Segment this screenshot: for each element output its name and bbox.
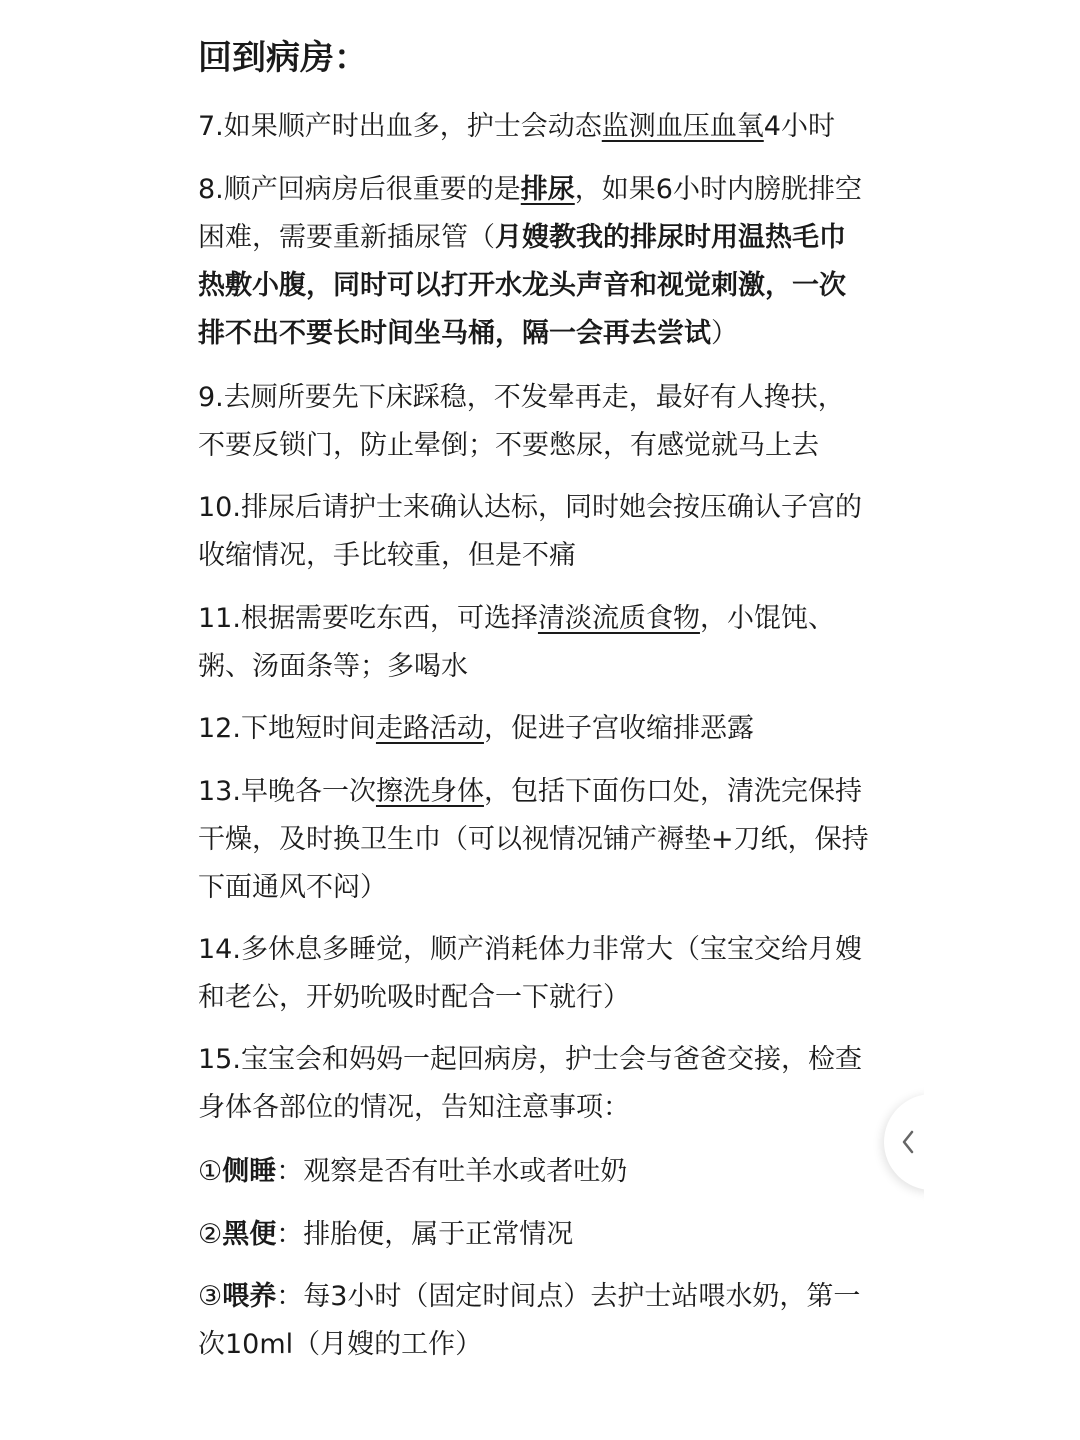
sub-item-1: ①侧睡：观察是否有吐羊水或者吐奶 [198, 1156, 628, 1187]
item-11: 11.根据需要吃东西，可选择清淡流质食物，小馄饨、 粥、汤面条等；多喝水 [198, 603, 835, 682]
chevron-left-icon [900, 1129, 916, 1155]
underline-phrase: 排尿 [520, 174, 575, 205]
item-14: 14.多休息多睡觉，顺产消耗体力非常大（宝宝交给月嫂 和老公，开奶吮吸时配合一下就行） [198, 934, 862, 1013]
sub-item-3: ③喂养：每3小时（固定时间点）去护士站喂水奶，第一 次10ml（月嫂的工作） [198, 1281, 861, 1360]
item-12: 12.下地短时间走路活动，促进子宫收缩排恶露 [198, 713, 754, 744]
item-10: 10.排尿后请护士来确认达标，同时她会按压确认子宫的 收缩情况，手比较重，但是不痛 [198, 492, 862, 571]
item-15: 15.宝宝会和妈妈一起回病房，护士会与爸爸交接，检查 身体各部位的情况，告知注意事项： [198, 1044, 862, 1123]
right-margin [924, 1080, 1080, 1210]
sub-item-2: ②黑便：排胎便，属于正常情况 [198, 1219, 574, 1250]
underline-phrase: 擦洗身体 [375, 776, 484, 807]
item-8: 8.顺产回病房后很重要的是排尿，如果6小时内膀胱排空 困难，需要重新插尿管（月嫂教我的排尿时用温热毛巾 热敷小腹，同时可以打开水龙头声音和视觉刺激，一次 排不出不要长时间坐马桶，隔一会再去尝试） [198, 174, 862, 349]
item-7: 7.如果顺产时出血多，护士会动态监测血压血氧4小时 [198, 111, 835, 142]
underline-phrase: 监测血压血氧 [601, 111, 764, 142]
section-title: 回到病房： [198, 38, 368, 78]
item-9: 9.去厕所要先下床踩稳，不发晕再走，最好有人搀扶， 不要反锁门，防止晕倒；不要憋尿，有感觉就马上去 [198, 382, 845, 461]
underline-phrase: 清淡流质食物 [537, 603, 700, 634]
item-13: 13.早晚各一次擦洗身体，包括下面伤口处，清洗完保持 干燥，及时换卫生巾（可以视情况铺产褥垫+刀纸，保持 下面通风不闷） [198, 776, 869, 903]
underline-phrase: 走路活动 [375, 713, 484, 744]
